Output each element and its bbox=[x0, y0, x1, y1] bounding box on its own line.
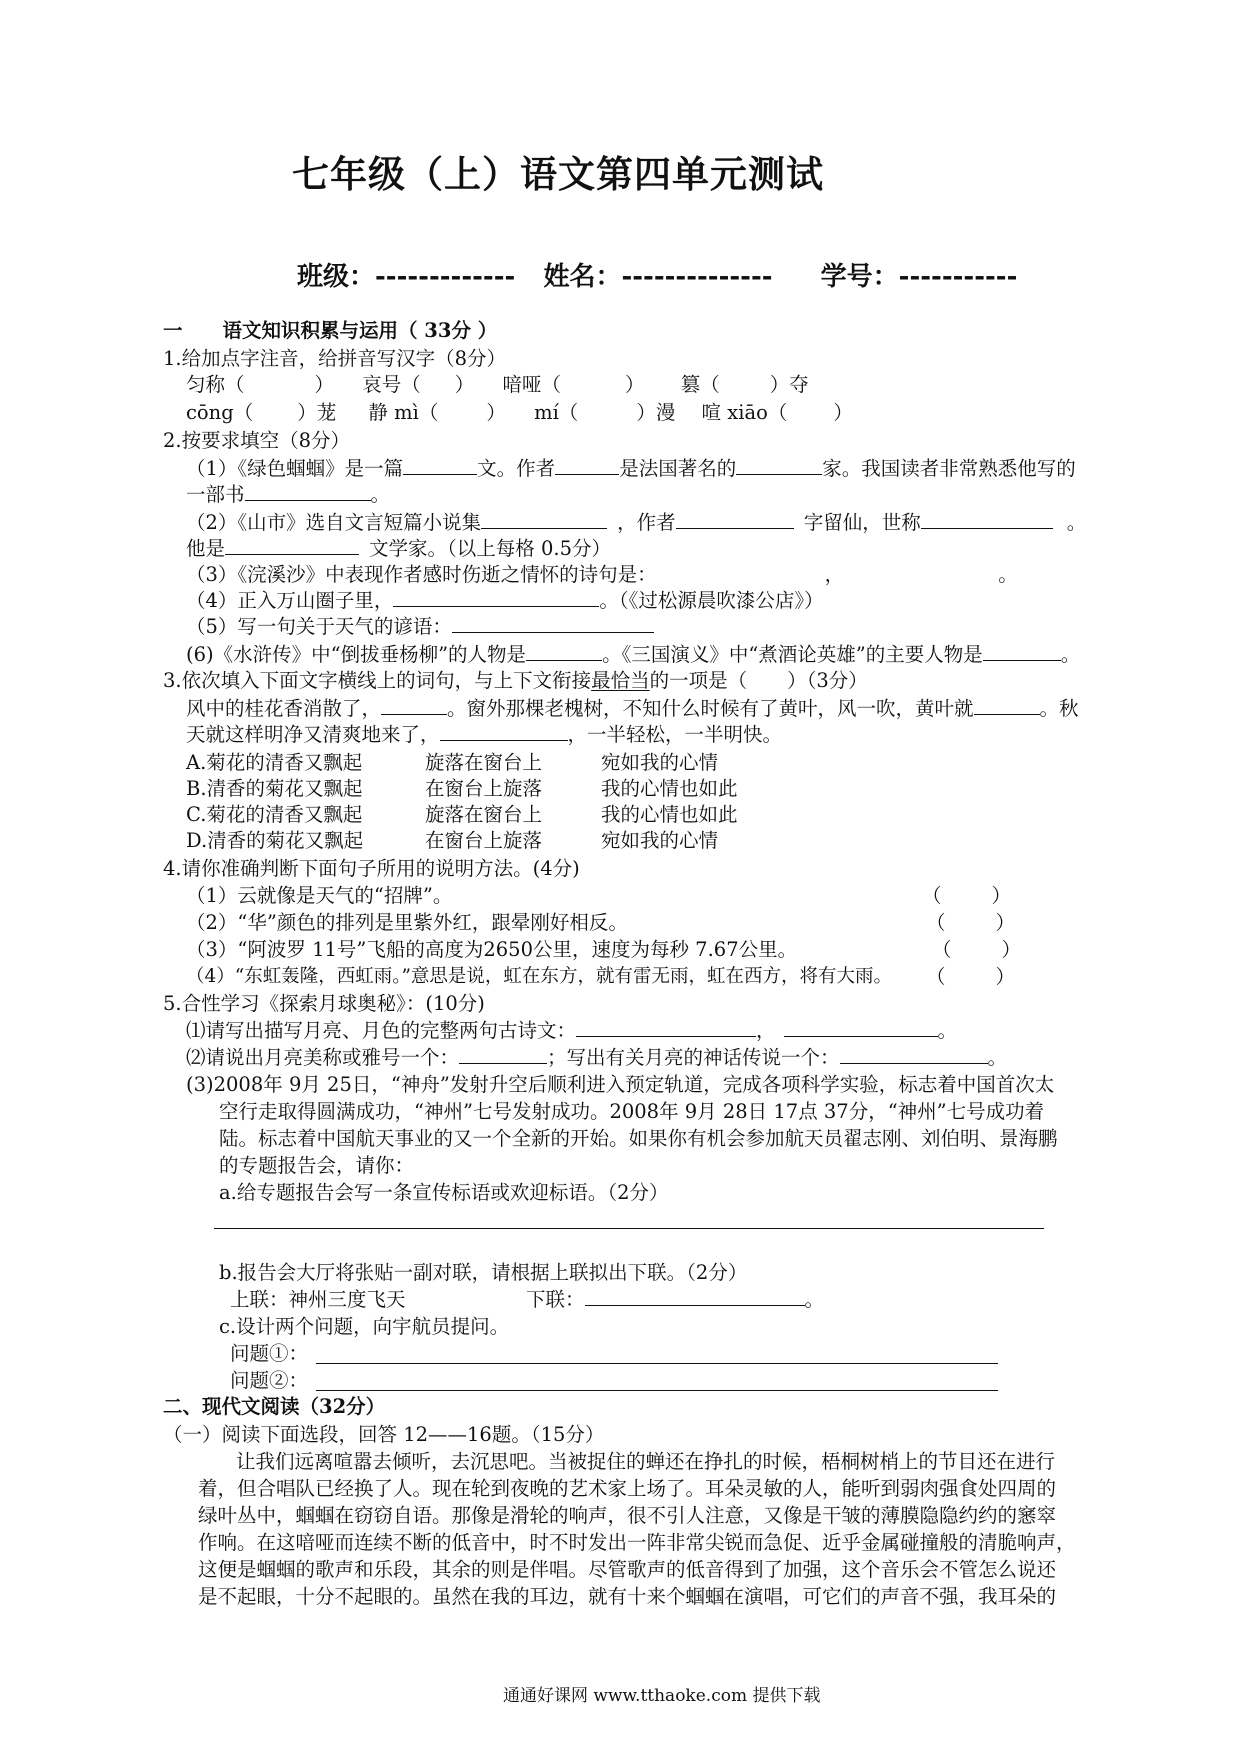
q1-item: 哀号（ bbox=[362, 373, 421, 396]
q3-text: 风中的桂花香消散了， bbox=[186, 697, 382, 720]
q1-heading: 1.给加点字注音，给拼音写汉字（8分） bbox=[163, 347, 507, 370]
paren: ） bbox=[995, 965, 1016, 988]
section-2-subheading: （一）阅读下面选段，回答 12——16题。（15分） bbox=[163, 1423, 605, 1446]
option-part: 在窗台上旋落 bbox=[425, 777, 543, 800]
q5-text: ⑵请说出月亮美称或雅号一个： bbox=[186, 1046, 460, 1069]
option-part: 宛如我的心情 bbox=[601, 751, 719, 774]
q3-emphasis: 最恰当 bbox=[591, 669, 650, 692]
q3-text: 。窗外那棵老槐树，不知什么时候有了黄叶，风一吹，黄叶就 bbox=[447, 697, 974, 720]
q2-text: 一部书 bbox=[186, 483, 245, 506]
option-part: C.菊花的清香又飘起 bbox=[186, 803, 363, 826]
q2-text: （3）《浣溪沙》中表现作者感时伤逝之情怀的诗句是： bbox=[186, 563, 657, 586]
q2-text: 是法国著名的 bbox=[619, 457, 737, 480]
q1-item: 篡（ bbox=[680, 373, 720, 396]
option-part: B.清香的菊花又飘起 bbox=[186, 777, 363, 800]
paren: （ bbox=[926, 911, 946, 934]
q1-row-2 bbox=[186, 400, 853, 426]
id-field: ----------- bbox=[898, 262, 1018, 292]
q2-text: （2）《山市》选自文言短篇小说集 bbox=[186, 511, 482, 534]
paren: （ bbox=[932, 938, 952, 961]
option-part: 在窗台上旋落 bbox=[425, 829, 543, 852]
q5-question-2-label: 问题②： bbox=[230, 1369, 309, 1392]
q2-text: (6)《水浒传》中“倒拔垂杨柳”的人物是 bbox=[186, 643, 527, 666]
q1-item: mí（ bbox=[534, 401, 579, 424]
answer-blank[interactable] bbox=[225, 536, 359, 555]
q4-item-2: （2）“华”颜色的排列是里紫外红，跟晕刚好相反。 bbox=[186, 911, 628, 934]
option-part: 我的心情也如此 bbox=[601, 777, 738, 800]
q2-text: 字留仙，世称 bbox=[803, 511, 921, 534]
q4-item-4: （4）“东虹轰隆，西虹雨。”意思是说，虹在东方，就有雷无雨，虹在西方，将有大雨。 bbox=[186, 966, 892, 987]
section-1-title: 语文知识积累与运用（ 33分 ） bbox=[222, 319, 498, 342]
q2-text: 文学家。（以上每格 0.5分） bbox=[369, 537, 611, 560]
q2-heading: 2.按要求填空（8分） bbox=[163, 429, 351, 452]
q3-text: 的一项是（ bbox=[649, 669, 748, 692]
q5-part-a: a.给专题报告会写一条宣传标语或欢迎标语。（2分） bbox=[219, 1181, 669, 1204]
q3-text: 。秋 bbox=[1039, 697, 1079, 720]
answer-blank[interactable] bbox=[381, 696, 447, 715]
couplet-lower-label: 下联： bbox=[526, 1288, 585, 1311]
q5-line-1 bbox=[186, 1018, 957, 1044]
q2-line-3 bbox=[186, 562, 1018, 588]
name-field: -------------- bbox=[621, 262, 773, 292]
page-footer: 通通好课网 www.tthaoke.com 提供下载 bbox=[503, 1686, 821, 1706]
option-part: D.清香的菊花又飘起 bbox=[186, 829, 364, 852]
paren: ） bbox=[995, 911, 1016, 934]
q1-item: ） bbox=[833, 401, 853, 424]
q5-text: ， bbox=[756, 1019, 776, 1042]
q2-text: （4）正入万山圈子里， bbox=[186, 589, 394, 612]
q5-text: 。 bbox=[937, 1019, 958, 1042]
q2-line-2 bbox=[186, 510, 1086, 536]
q4-answer-1[interactable] bbox=[922, 883, 1011, 909]
q2-text: 。《三国演义》中“煮酒论英雄”的主要人物是 bbox=[602, 643, 983, 666]
answer-blank[interactable] bbox=[676, 510, 794, 529]
reading-line: 着，但合唱队已经换了人。现在轮到夜晚的艺术家上场了。耳朵灵敏的人，能听到弱肉强食处四周的 bbox=[198, 1477, 1057, 1500]
paren: （ bbox=[922, 884, 942, 907]
answer-blank[interactable] bbox=[481, 510, 607, 529]
q2-text: 。 bbox=[370, 483, 391, 506]
q3-passage-2 bbox=[186, 722, 782, 748]
paren: ） bbox=[991, 884, 1012, 907]
q5-couplet bbox=[230, 1287, 824, 1313]
answer-blank[interactable] bbox=[921, 510, 1053, 529]
q4-answer-4[interactable] bbox=[926, 964, 1015, 990]
q2-text: 。 bbox=[998, 563, 1018, 586]
q5-passage-3: 陆。标志着中国航天事业的又一个全新的开始。如果你有机会参加航天员翟志刚、刘伯明、景海鹏 bbox=[219, 1127, 1058, 1150]
q3-option-d[interactable] bbox=[186, 828, 718, 854]
section-1-heading bbox=[163, 318, 497, 344]
q2-text: ，作者 bbox=[617, 511, 676, 534]
q1-item: ） bbox=[624, 373, 645, 396]
q1-item: 喑哑（ bbox=[502, 373, 561, 396]
answer-blank[interactable] bbox=[576, 1018, 756, 1037]
q5-text: 。 bbox=[804, 1288, 825, 1311]
answer-blank[interactable] bbox=[736, 456, 822, 475]
q5-passage-1: (3)2008年 9月 25日，“神舟”发射升空后顺利进入预定轨道，完成各项科学实验，标志着中国首次太 bbox=[186, 1073, 1055, 1096]
answer-blank[interactable] bbox=[452, 614, 654, 633]
q2-text: （1）《绿色蝈蝈》是一篇 bbox=[186, 457, 404, 480]
student-info-line bbox=[297, 260, 1017, 294]
paren: （ bbox=[926, 965, 946, 988]
couplet-upper: 上联：神州三度飞天 bbox=[230, 1288, 406, 1311]
q4-answer-2[interactable] bbox=[926, 910, 1015, 936]
q2-text: 文。作者 bbox=[477, 457, 556, 480]
q2-line-4 bbox=[186, 588, 824, 614]
q4-heading: 4.请你准确判断下面句子所用的说明方法。(4分) bbox=[163, 857, 580, 880]
q1-row-1 bbox=[186, 372, 809, 398]
q4-answer-3[interactable] bbox=[932, 937, 1021, 963]
q3-text: ，一半轻松，一半明快。 bbox=[567, 723, 783, 746]
answer-blank[interactable] bbox=[440, 722, 568, 741]
option-part: 旋落在窗台上 bbox=[425, 751, 543, 774]
q1-item: ） bbox=[454, 373, 475, 396]
q3-passage-1 bbox=[186, 696, 1079, 722]
q5-text: 。 bbox=[987, 1046, 1008, 1069]
q1-item: ） bbox=[486, 401, 506, 424]
q2-text: 他是 bbox=[186, 537, 226, 560]
q5-part-b: b.报告会大厅将张贴一副对联，请根据上联拟出下联。（2分） bbox=[219, 1261, 748, 1284]
q3-option-a[interactable] bbox=[186, 750, 718, 776]
q5-passage-4: 的专题报告会，请你： bbox=[219, 1154, 415, 1177]
q5-line-2 bbox=[186, 1045, 1007, 1071]
id-label: 学号： bbox=[820, 262, 899, 292]
answer-blank[interactable] bbox=[974, 696, 1040, 715]
q3-heading bbox=[163, 668, 868, 694]
q5-answer-line-a[interactable] bbox=[214, 1228, 1044, 1229]
q5-question-2-line[interactable] bbox=[316, 1390, 998, 1391]
q2-text: （5）写一句关于天气的谚语： bbox=[186, 615, 452, 638]
answer-blank[interactable] bbox=[459, 1045, 547, 1064]
answer-blank[interactable] bbox=[784, 1018, 938, 1037]
answer-blank[interactable] bbox=[526, 642, 602, 661]
page-title: 七年级（上）语文第四单元测试 bbox=[292, 152, 824, 196]
q5-question-1-label: 问题①： bbox=[230, 1342, 309, 1365]
answer-blank[interactable] bbox=[840, 1045, 988, 1064]
reading-line: 作响。在这喑哑而连续不断的低音中，时不时发出一阵非常尖锐而急促、近乎金属碰撞般的清脆响声， bbox=[198, 1531, 1076, 1554]
q3-text: ）（3分） bbox=[787, 669, 868, 692]
q2-text: 。（《过松源晨吹漆公店》） bbox=[599, 589, 824, 612]
option-part: 我的心情也如此 bbox=[601, 803, 738, 826]
q2-line-2b bbox=[186, 536, 611, 562]
q4-item-3: （3）“阿波罗 11号”飞船的高度为2650公里，速度为每秒 7.67公里。 bbox=[186, 938, 798, 961]
q1-item: 静 mì（ bbox=[368, 401, 439, 424]
q5-heading: 5.合性学习《探索月球奥秘》：(10分) bbox=[163, 992, 485, 1015]
answer-blank[interactable] bbox=[585, 1287, 805, 1306]
q2-text: 家。我国读者非常熟悉他写的 bbox=[822, 457, 1076, 480]
q4-item-1: （1）云就像是天气的“招牌”。 bbox=[186, 884, 453, 907]
section-1-number: 一 bbox=[163, 319, 183, 342]
option-part: 宛如我的心情 bbox=[601, 829, 719, 852]
reading-line: 让我们远离喧嚣去倾听，去沉思吧。当被捉住的蝉还在挣扎的时候，梧桐树梢上的节目还在进行 bbox=[236, 1450, 1056, 1473]
q2-line-6 bbox=[186, 642, 1080, 668]
name-label: 姓名： bbox=[543, 262, 622, 292]
q3-option-c[interactable] bbox=[186, 802, 738, 828]
q5-text: ；写出有关月亮的神话传说一个： bbox=[547, 1046, 840, 1069]
class-field: ------------- bbox=[375, 262, 516, 292]
q3-text: 天就这样明净又清爽地来了， bbox=[186, 723, 440, 746]
q1-item: ） bbox=[314, 373, 335, 396]
q1-item: 喧 xiāo（ bbox=[701, 401, 788, 424]
q1-item: cōng（ bbox=[186, 401, 254, 424]
q3-option-b[interactable] bbox=[186, 776, 738, 802]
q2-text: ， bbox=[824, 563, 845, 586]
paren: ） bbox=[1001, 938, 1022, 961]
option-part: A.菊花的清香又飘起 bbox=[186, 751, 363, 774]
q1-item: ）漫 bbox=[636, 401, 676, 424]
q2-line-5 bbox=[186, 614, 654, 640]
q2-line-1 bbox=[186, 456, 1076, 482]
answer-blank[interactable] bbox=[393, 588, 599, 607]
answer-blank[interactable] bbox=[555, 456, 619, 475]
q2-text: 。 bbox=[1066, 511, 1087, 534]
answer-blank[interactable] bbox=[403, 456, 477, 475]
answer-blank[interactable] bbox=[983, 642, 1061, 661]
reading-line: 这便是蝈蝈的歌声和乐段，其余的则是伴唱。尽管歌声的低音得到了加强，这个音乐会不管怎么说还 bbox=[198, 1558, 1057, 1581]
q5-text: ⑴请写出描写月亮、月色的完整两句古诗文： bbox=[186, 1019, 577, 1042]
option-part: 旋落在窗台上 bbox=[425, 803, 543, 826]
answer-blank[interactable] bbox=[245, 482, 371, 501]
class-label: 班级： bbox=[297, 262, 376, 292]
q5-part-c: c.设计两个问题，向宇航员提问。 bbox=[219, 1315, 510, 1338]
q3-text: 3.依次填入下面文字横线上的词句，与上下文衔接 bbox=[163, 669, 592, 692]
q5-passage-2: 空行走取得圆满成功，“神州”七号发射成功。2008年 9月 28日 17点 37分，“神州”七号成功着 bbox=[219, 1100, 1045, 1123]
section-2-heading: 二、现代文阅读（32分） bbox=[163, 1395, 386, 1418]
q1-item: 匀称（ bbox=[186, 373, 245, 396]
q2-text: 。 bbox=[1060, 643, 1081, 666]
reading-line: 绿叶丛中，蝈蝈在窃窃自语。那像是滑轮的响声，很不引人注意，又像是干皱的薄膜隐隐约约的窸窣 bbox=[198, 1504, 1057, 1527]
q1-item: ）夺 bbox=[769, 373, 809, 396]
q1-item: ）茏 bbox=[297, 401, 337, 424]
q2-line-1b bbox=[186, 482, 390, 508]
reading-line: 是不起眼，十分不起眼的。虽然在我的耳边，就有十来个蝈蝈在演唱，可它们的声音不强，我耳朵的 bbox=[198, 1585, 1057, 1608]
q5-question-1-line[interactable] bbox=[316, 1363, 998, 1364]
